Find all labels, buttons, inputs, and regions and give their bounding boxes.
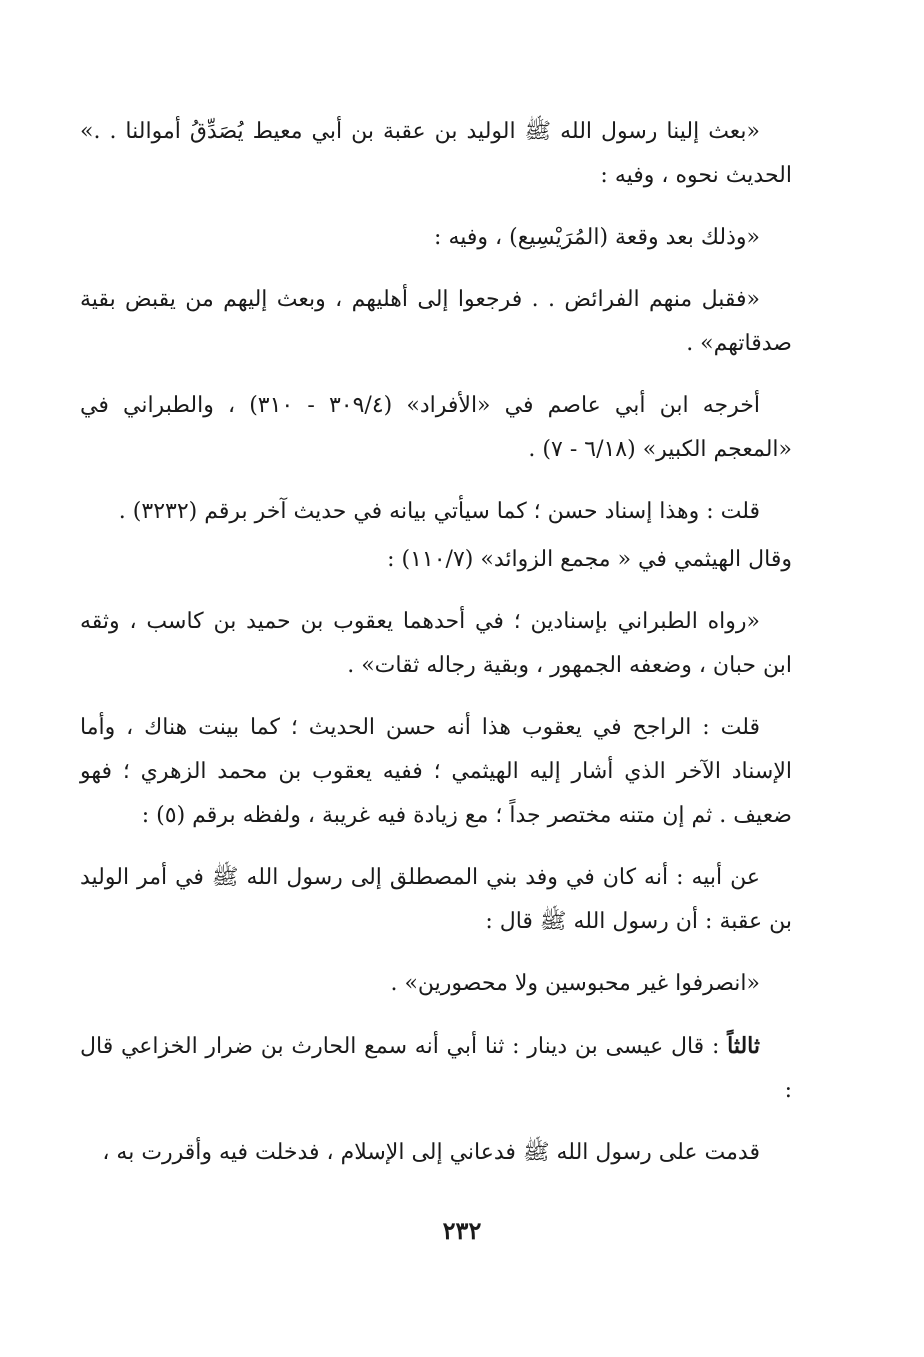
narration-paragraph: عن أبيه : أنه كان في وفد بني المصطلق إلى رسول الله ﷺ في أمر الوليد بن عقبة : أن رسول الله ﷺ قال :: [80, 865, 792, 934]
narration-paragraph: [80, 1024, 792, 1113]
citation-paragraph: أخرجه ابن أبي عاصم في «الأفراد» (٣٠٩/٤ - ٣١٠) ، والطبراني في «المعجم الكبير» (٦/١٨ - ٧) .: [80, 393, 792, 462]
commentary-paragraph: وقال الهيثمي في « مجمع الزوائد» (١١٠/٧) :: [387, 547, 792, 572]
page-body: [80, 110, 792, 1193]
commentary-paragraph: قلت : وهذا إسناد حسن ؛ كما سيأتي بيانه في حديث آخر برقم (٣٢٣٢) .: [118, 499, 760, 524]
quote-paragraph: «بعث إلينا رسول الله ﷺ الوليد بن عقبة بن أبي معيط يُصَدِّقُ أموالنا . .» الحديث نحوه ، وفيه :: [80, 119, 792, 188]
section-lead: ثالثاً: [727, 1033, 760, 1059]
quote-paragraph: «وذلك بعد وقعة (المُرَيْسِيع) ، وفيه :: [434, 225, 760, 250]
quote-paragraph: «رواه الطبراني بإسنادين ؛ في أحدهما يعقوب بن حميد بن كاسب ، وثقه ابن حبان ، وضعفه الجمهور ، وبقية رجاله ثقات» .: [80, 609, 792, 678]
quote-paragraph: «فقبل منهم الفرائض . . فرجعوا إلى أهليهم ، وبعث إليهم من يقبض بقية صدقاتهم» .: [80, 287, 792, 356]
page-number: ٢٣٢: [442, 1216, 482, 1245]
narration-text: : قال عيسى بن دينار : ثنا أبي أنه سمع الحارث بن ضرار الخزاعي قال :: [80, 1034, 792, 1103]
narration-paragraph: قدمت على رسول الله ﷺ فدعاني إلى الإسلام ، فدخلت فيه وأقررت به ،: [102, 1140, 760, 1165]
quote-paragraph: «انصرفوا غير محبوسين ولا محصورين» .: [390, 971, 760, 996]
commentary-paragraph: قلت : الراجح في يعقوب هذا أنه حسن الحديث ؛ كما بينت هناك ، وأما الإسناد الآخر الذي أشار إليه الهيثمي ؛ ففيه يعقوب بن محمد الزهري ؛ فهو ضعيف . ثم إن متنه مختصر جداً ؛ مع زيادة فيه غريبة ، ولفظه برقم (٥) :: [80, 715, 792, 828]
